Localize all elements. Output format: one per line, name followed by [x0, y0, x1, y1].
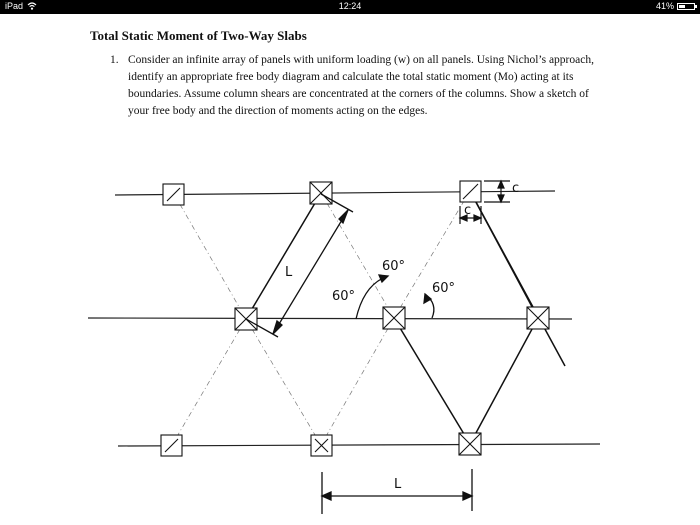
label-angle-top: 60°	[382, 259, 406, 274]
problem-text: Consider an infinite array of panels with uniform loading (w) on all panels. Using Nichol’s approach, identify an appropriate free body diagram and calculate the total static moment (Mo) acting at its boundaries. Assume column shears are concentrated at the corners of the columns. Show a sketch of your free body and the direction of moments acting on the edges.	[128, 54, 594, 117]
slab-sketch	[0, 154, 700, 525]
document-page	[0, 14, 700, 525]
label-angle-right: 60°	[432, 281, 456, 296]
column-square	[311, 435, 332, 456]
column-square	[527, 307, 549, 329]
dimension-L-diagonal	[246, 194, 356, 337]
label-angle-left: 60°	[332, 289, 356, 304]
column-square	[383, 307, 405, 329]
column-square	[161, 435, 182, 456]
status-bar	[0, 0, 700, 14]
column-lines	[88, 191, 600, 446]
battery-percent: 41%	[655, 1, 674, 11]
status-right	[656, 1, 695, 11]
device-name: iPad	[5, 1, 24, 11]
problem-statement	[110, 52, 610, 120]
battery-icon	[677, 3, 695, 10]
battery-fill	[679, 5, 685, 8]
status-time: 12:24	[338, 1, 362, 11]
column-line-bottom	[118, 444, 600, 446]
column-square	[163, 184, 184, 205]
label-L-diagonal: L	[285, 265, 293, 280]
label-L-bottom: L	[394, 477, 402, 492]
label-c-small: c	[464, 203, 472, 218]
column-square	[310, 182, 332, 204]
column-square	[459, 433, 481, 455]
page-title: Total Static Moment of Two-Way Slabs	[90, 28, 307, 43]
column-square	[460, 181, 481, 202]
label-c-top: c	[512, 181, 520, 196]
problem-number: 1.	[110, 54, 119, 66]
column-line-middle	[88, 318, 572, 319]
